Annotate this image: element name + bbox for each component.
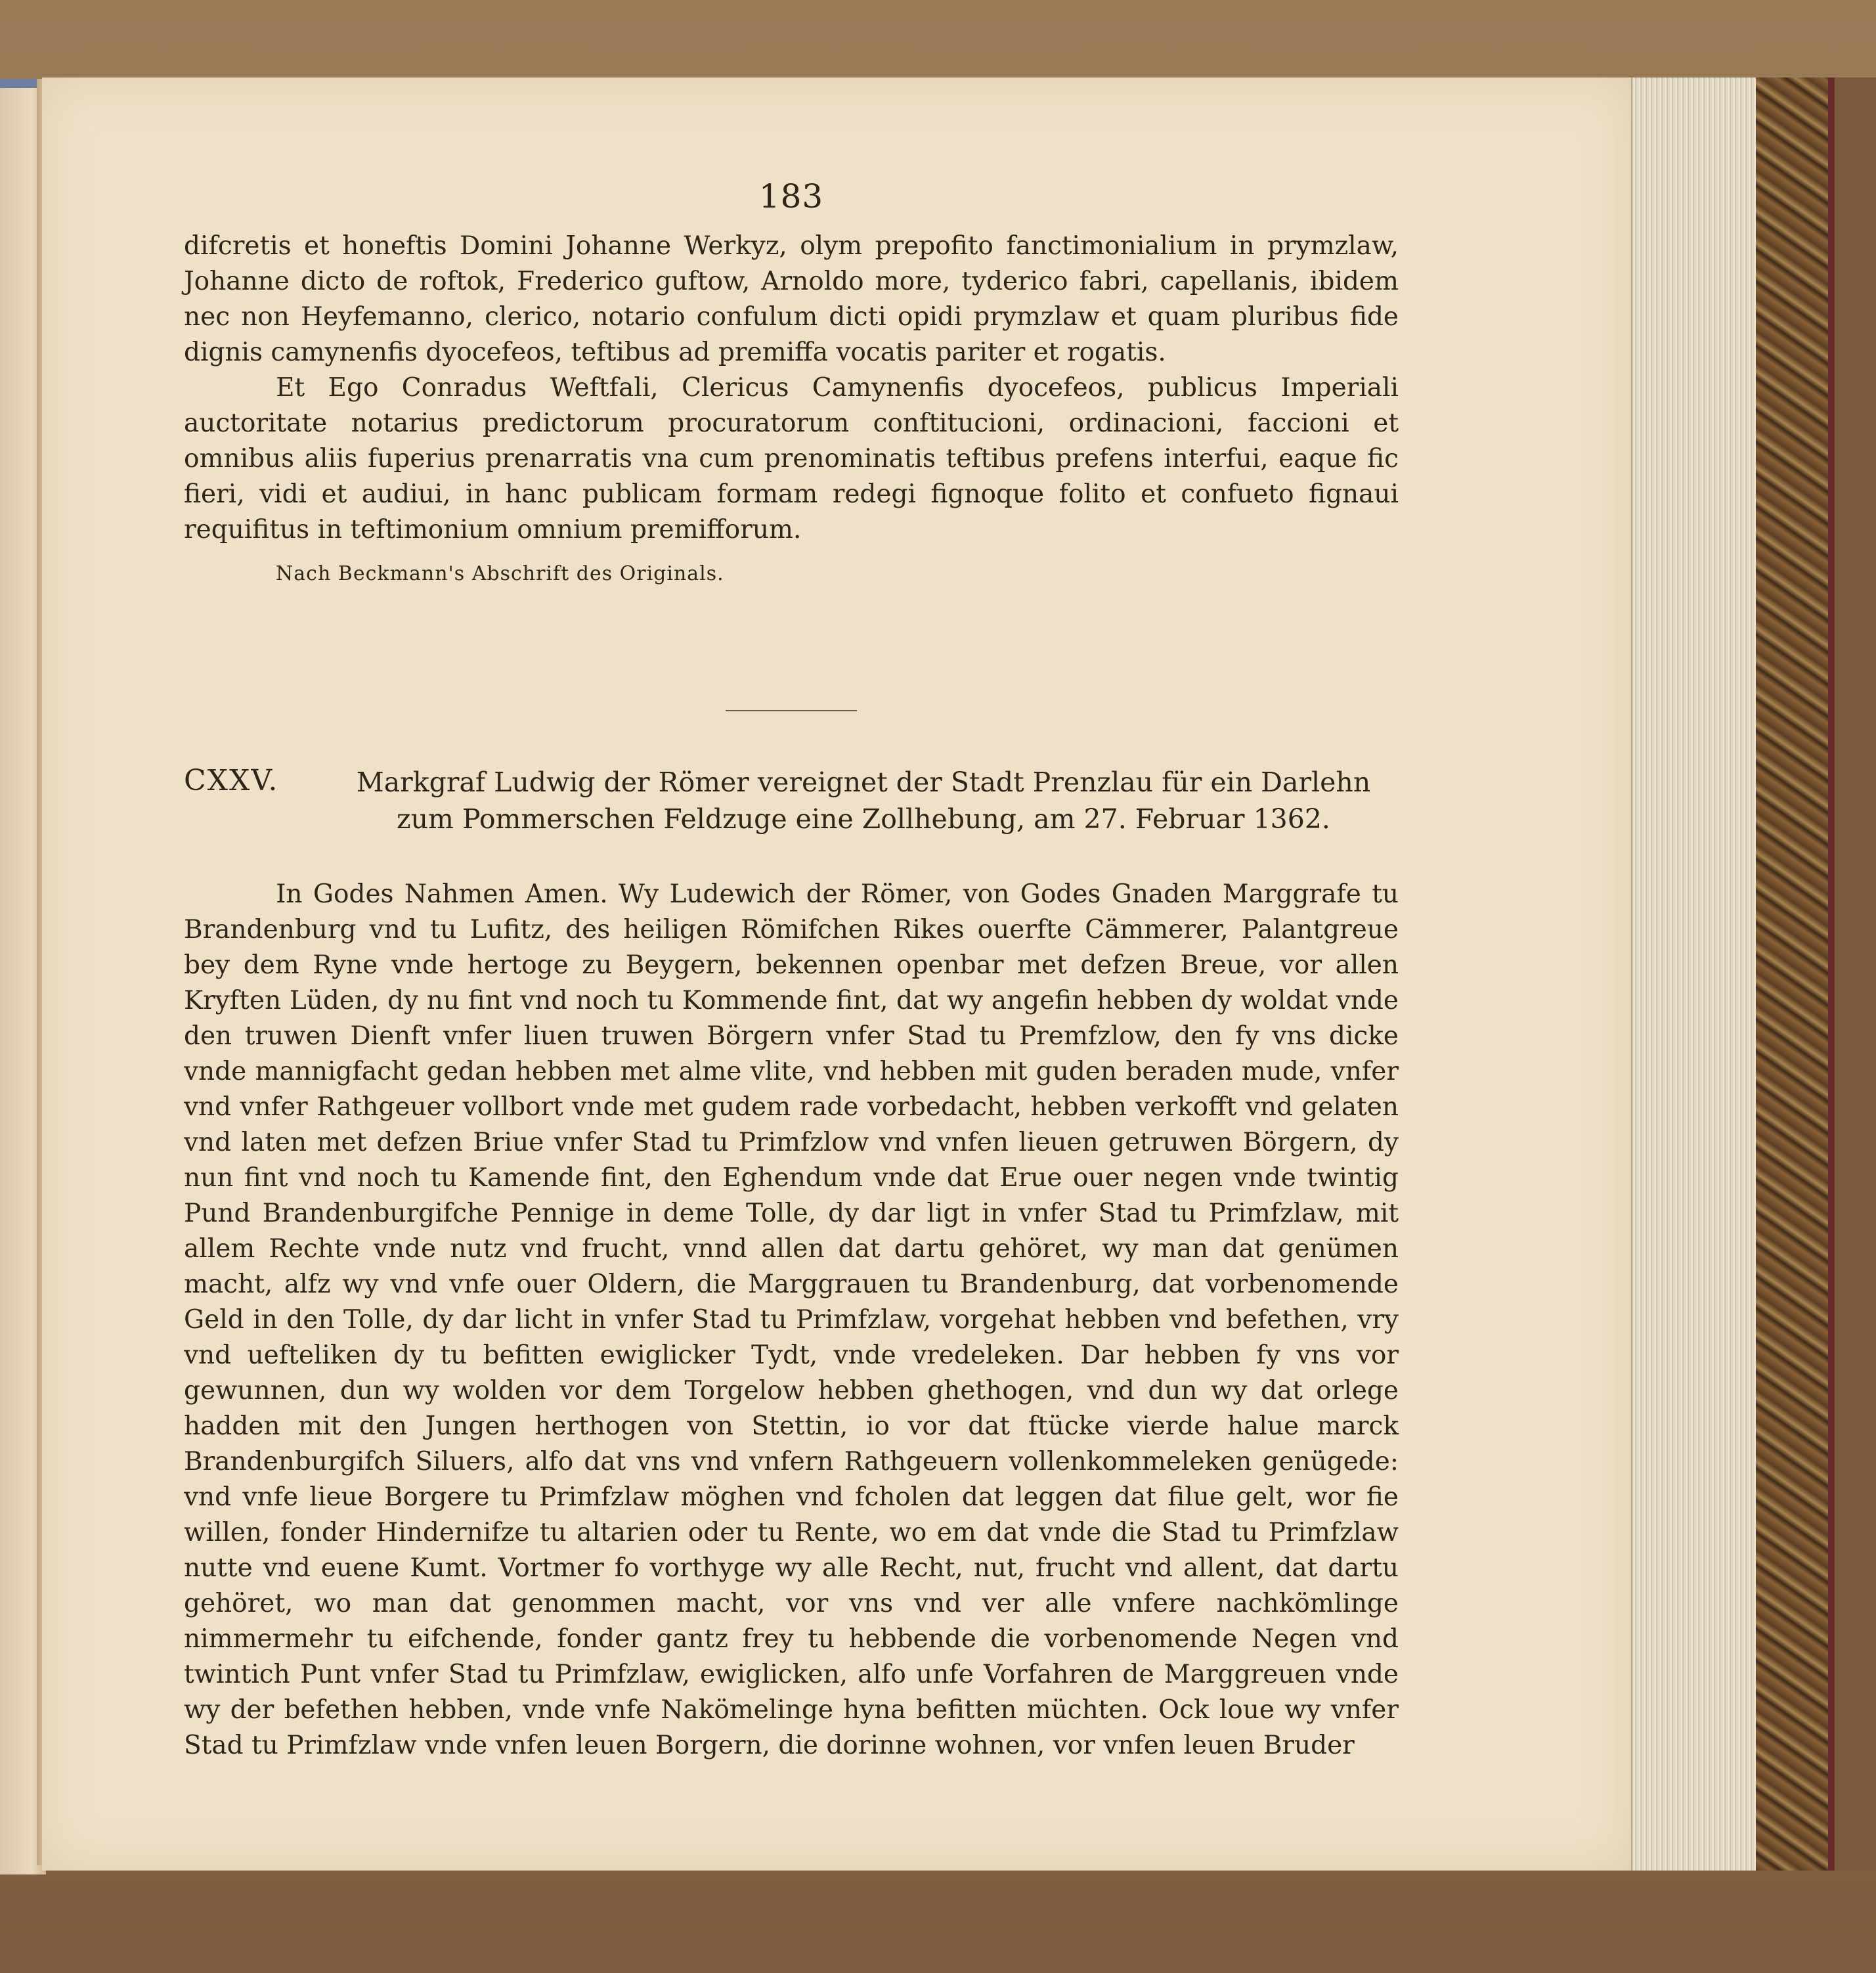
page-edges [1631, 78, 1757, 1871]
page-content [184, 177, 1399, 1763]
page-number: 183 [758, 177, 824, 215]
paragraph-1: difcretis et honeftis Domini Johanne Werkyz, olym prepofito fanctimonialium in prymzlaw, Johanne dicto de roftok, Frederico guftow, Arnoldo more, tyderico fabri, capellanis, ibidem nec non Heyfemanno, clerico, notario confulum dicti opidi prymzlaw et quam pluribus fide dignis camynenfis dyocefeos, teftibus ad premiffa vocatis pariter et rogatis. [184, 231, 1399, 367]
paragraph-2: Et Ego Conradus Weftfali, Clericus Camynenfis dyocefeos, publicus Imperiali auctoritate notarius predictorum procuratorum conftitucioni, ordinacioni, faccioni et omnibus aliis fuperius prenarratis vna cum prenominatis teftibus prefens interfui, eaque fic fieri, vidi et audiui, in hanc publicam formam redegi fignoque folito et confueto fignaui requifitus in teftimonium omnium premifforum. [184, 373, 1399, 544]
paragraph-3: In Godes Nahmen Amen. Wy Ludewich der Römer, von Godes Gnaden Marggrafe tu Brandenburg vnd tu Lufitz, des heiligen Römifchen Rikes ouerfte Cämmerer, Palantgreue bey dem Ryne vnde hertoge zu Beygern, bekennen openbar met defzen Breue, vor allen Kryften Lüden, dy nu fint vnd noch tu Kommende fint, dat wy angefin hebben dy woldat vnde den truwen Dienft vnfer liuen truwen Börgern vnfer Stad tu Premfzlow, den fy vns dicke vnde mannigfacht gedan hebben met alme vlite, vnd hebben mit guden beraden mude, vnfer vnd vnfer Rathgeuer vollbort vnde met gudem rade vorbedacht, hebben verkofft vnd gelaten vnd laten met defzen Briue vnfer Stad tu Primfzlow vnd vnfen lieuen getruwen Börgern, dy nun fint vnd noch tu Kamende fint, den Eghendum vnde dat Erue ouer negen vnde twintig Pund Brandenburgifche Pennige in deme Tolle, dy dar ligt in vnfer Stad tu Primfzlaw, mit allem Rechte vnde nutz vnd frucht, vnnd allen dat dartu gehöret, wy man dat genümen macht, alfz wy vnd vnfe ouer Oldern, die Marggrauen tu Brandenburg, dat vorbenomende Geld in den Tolle, dy dar licht in vnfer Stad tu Primfzlaw, vorgehat hebben vnd befethen, vry vnd uefteliken dy tu befitten ewiglicker Tydt, vnde vredeleken. Dar hebben fy vns vor gewunnen, dun wy wolden vor dem Torgelow hebben ghethogen, vnd dun wy dat orlege hadden mit den Jungen herthogen von Stettin, io vor dat ftücke vierde halue marck Brandenburgifch Siluers, alfo dat vns vnd vnfern Rathgeuern vollenkommeleken genügede: vnd vnfe lieue Borgere tu Primfzlaw möghen vnd fcholen dat leggen dat filue gelt, wor fie willen, fonder Hindernifze tu altarien oder tu Rente, wo em dat vnde die Stad tu Primfzlaw nutte vnd euene Kumt. Vortmer fo vorthyge wy alle Recht, nut, frucht vnd allent, dat dartu gehöret, wo man dat genommen macht, vor vns vnd ver alle vnfere nachkömlinge nimmermehr tu eifchende, fonder gantz frey tu hebbende die vorbenomende Negen vnd twintich Punt vnfer Stad tu Primfzlaw, ewiglicken, alfo unfe Vorfahren de Marggreuen vnde wy der befethen hebben, vnde vnfe Nakömelinge hyna befitten müchten. Ock loue wy vnfer Stad tu Primfzlaw vnde vnfen leuen Borgern, die dorinne wohnen, vor vnfen leuen Bruder [184, 879, 1399, 1760]
section-divider [726, 710, 857, 711]
cover-edge [1835, 78, 1876, 1871]
marbled-cover [1756, 78, 1835, 1871]
source-note: Nach Beckmann's Abschrift des Originals. [276, 562, 724, 585]
heading-number: CXXV. [184, 764, 279, 797]
document-heading [184, 764, 1399, 837]
heading-title: Markgraf Ludwig der Römer vereignet der Stadt Prenzlau für ein Darlehn zum Pommerschen Feldzuge eine Zollhebung, am 27. Februar 1362. [356, 766, 1371, 835]
